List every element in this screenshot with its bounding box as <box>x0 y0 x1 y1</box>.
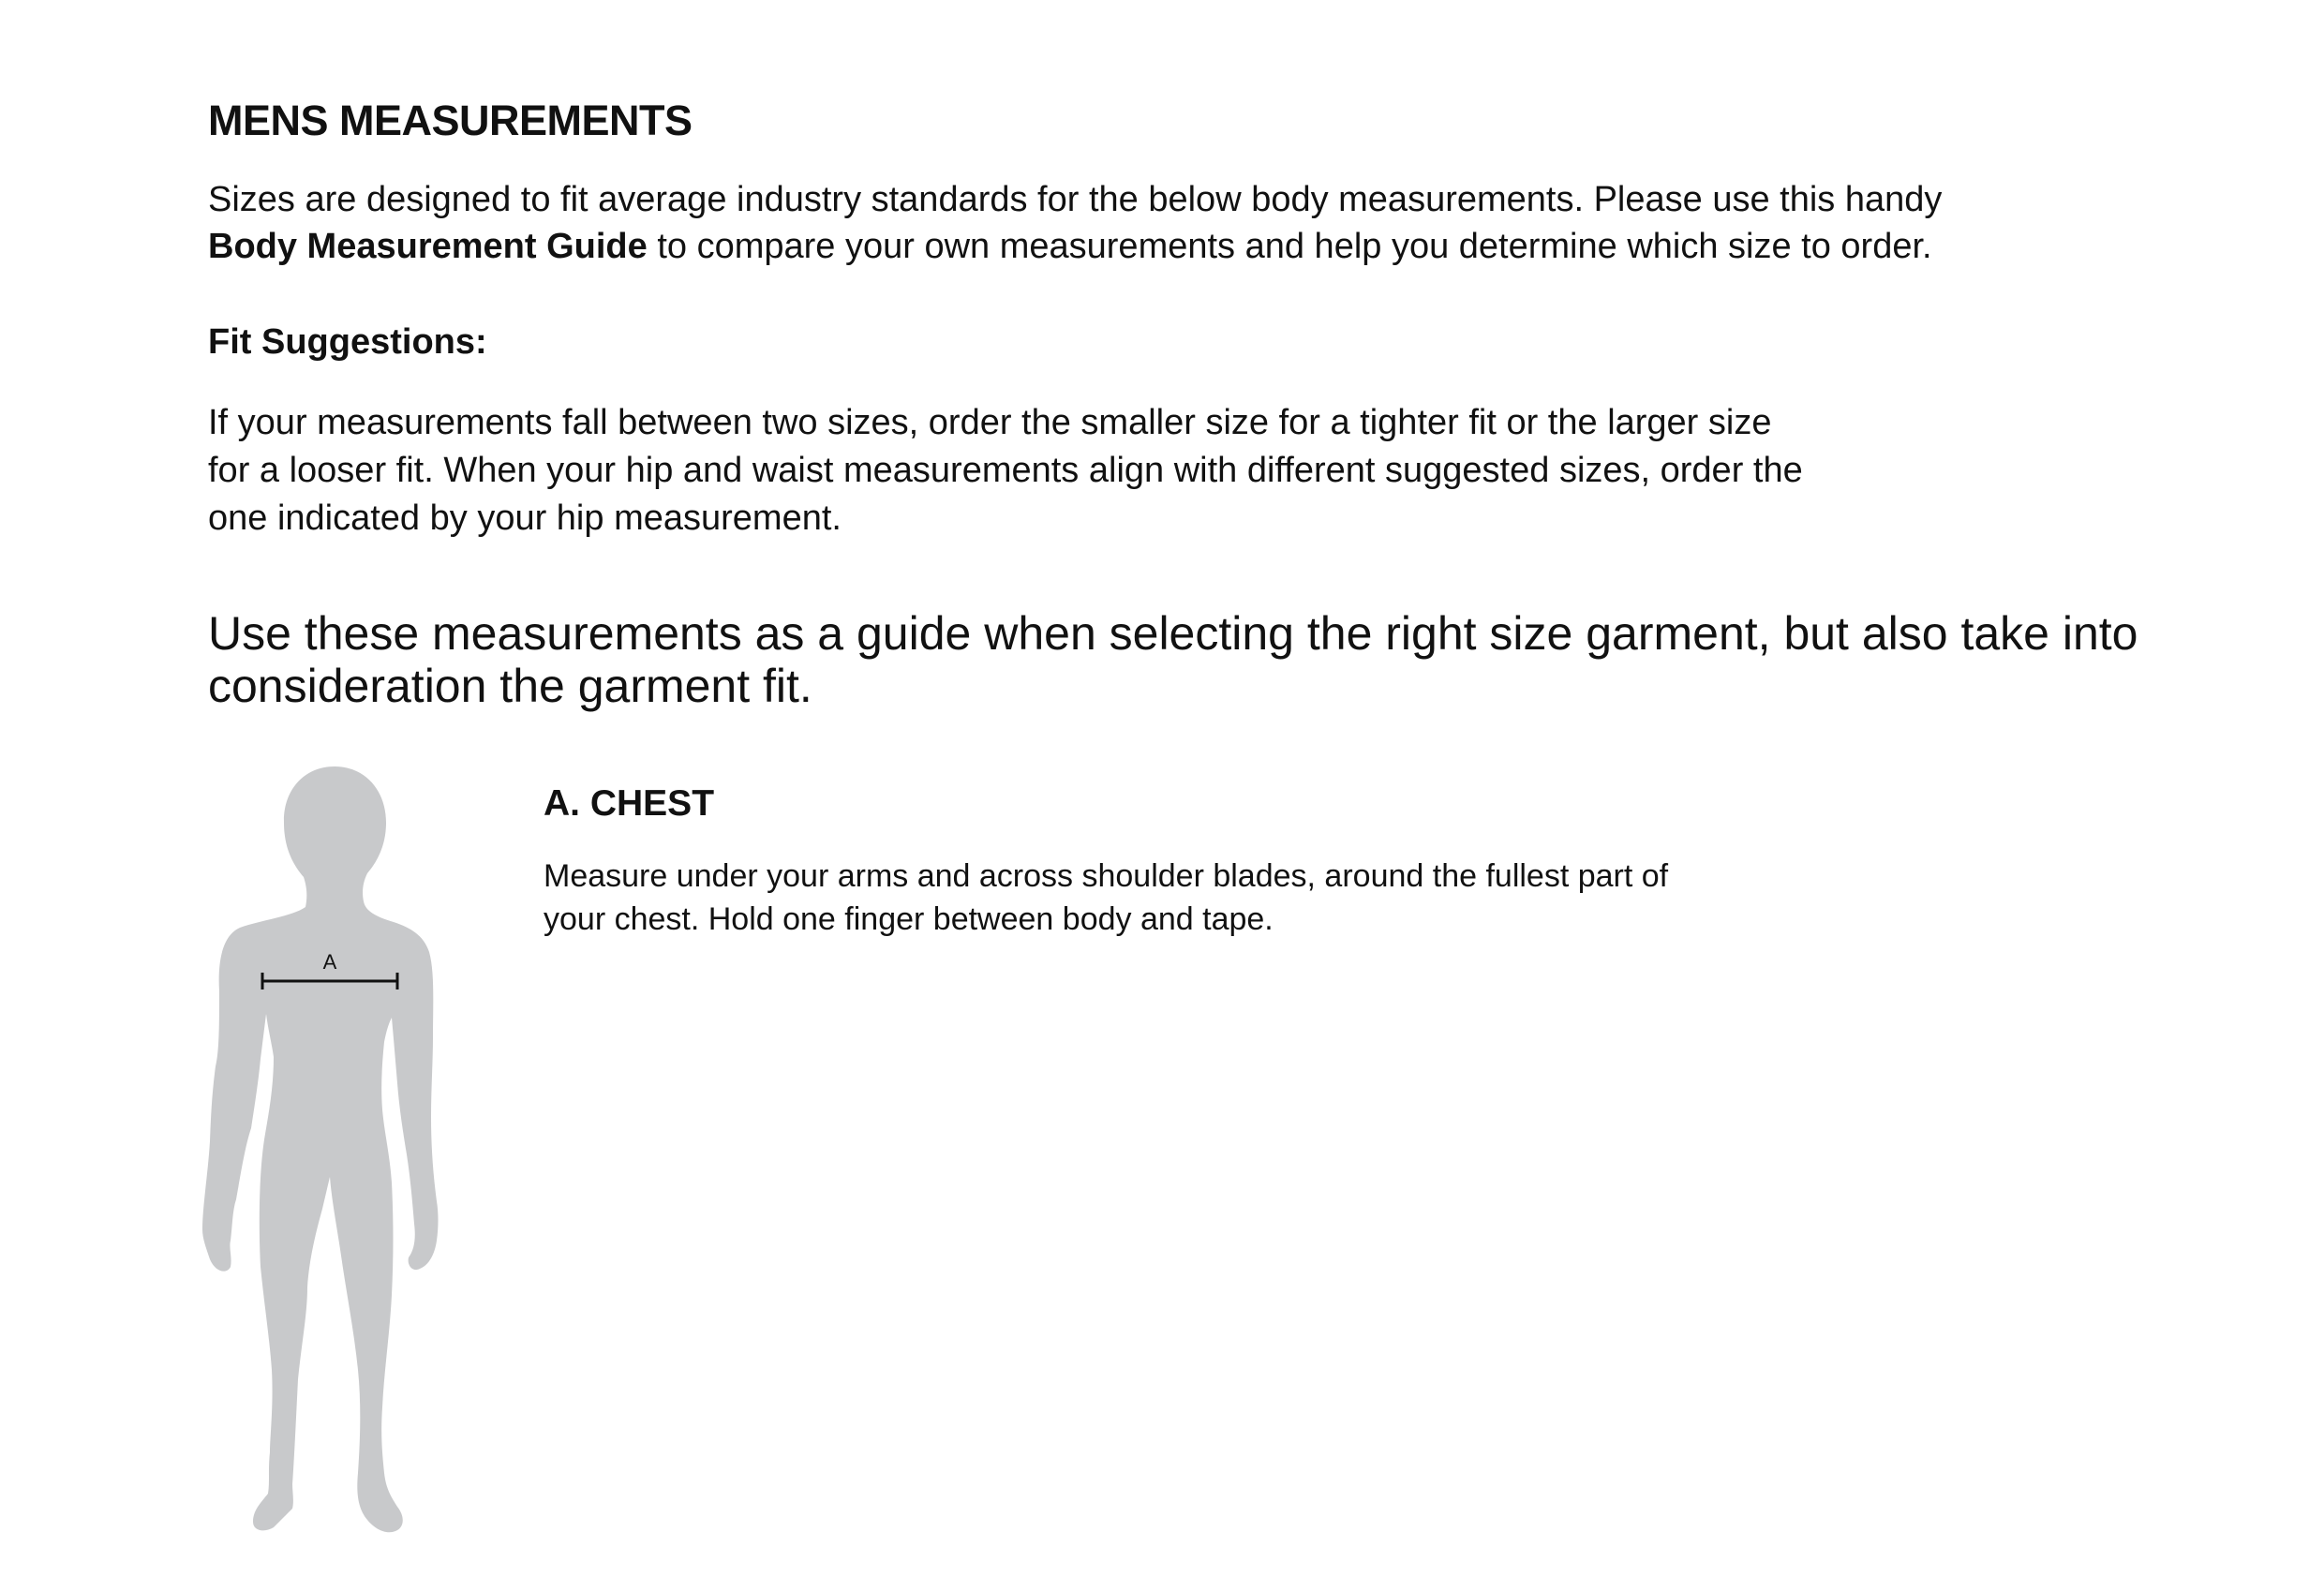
chest-description <box>544 855 1668 941</box>
chest-line-2: your chest. Hold one finger between body and tape. <box>544 901 1274 937</box>
chest-line-1: Measure under your arms and across shoulder blades, around the fullest part of <box>544 858 1669 894</box>
intro-paragraph <box>208 176 1942 270</box>
intro-line-2 <box>208 223 1942 270</box>
fit-line-1: If your measurements fall between two sizes, order the smaller size for a tighter fit or the larger size <box>208 403 1772 442</box>
intro-line-2-rest: to compare your own measurements and help you determine which size to order. <box>647 227 1932 266</box>
body-measurement-guide-label: Body Measurement Guide <box>208 227 648 266</box>
silhouette-icon <box>202 766 439 1532</box>
fit-line-3: one indicated by your hip measurement. <box>208 498 842 538</box>
guide-note <box>208 607 2138 712</box>
fit-line-2: for a looser fit. When your hip and waist measurements align with different suggested sizes, order the <box>208 451 1803 490</box>
fit-suggestions-text <box>208 399 1803 543</box>
body-silhouette-figure <box>199 761 470 1539</box>
guide-note-line-1: Use these measurements as a guide when selecting the right size garment, but also take into <box>208 607 2138 660</box>
page-title: MENS MEASUREMENTS <box>208 97 693 144</box>
guide-note-line-2: consideration the garment fit. <box>208 660 812 712</box>
chest-marker-label: A <box>322 950 337 974</box>
fit-suggestions-heading: Fit Suggestions: <box>208 322 487 362</box>
intro-line-1: Sizes are designed to fit average industry standards for the below body measurements. Please use this handy <box>208 180 1943 219</box>
chest-heading: A. CHEST <box>544 783 715 824</box>
